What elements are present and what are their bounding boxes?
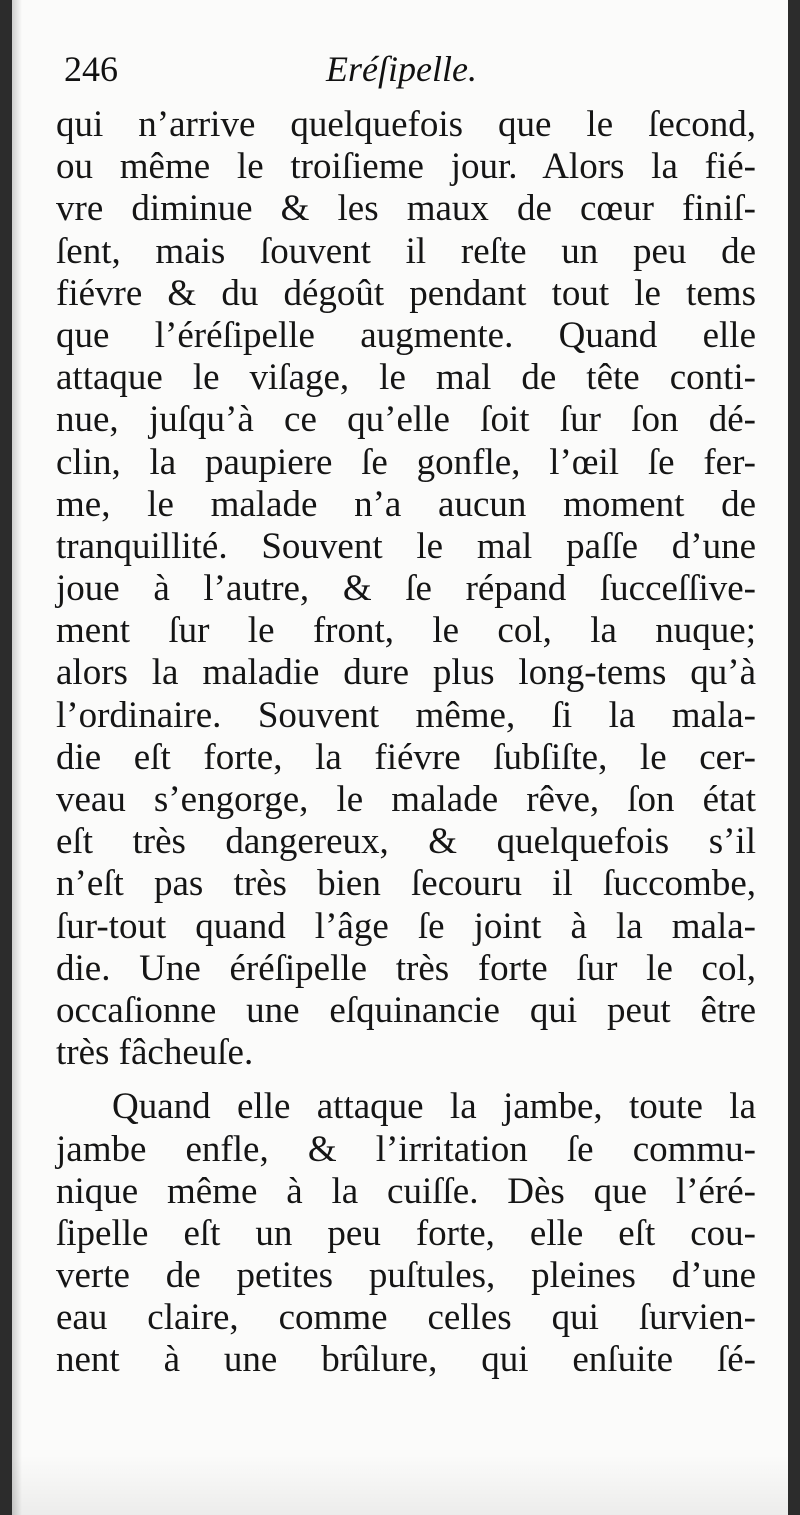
running-head: Eréſipelle.: [326, 49, 477, 89]
text-line: nique même à la cuiſſe. Dès que l’éré-: [56, 1170, 756, 1212]
text-line: verte de petites puſtules, pleines d’une: [56, 1255, 756, 1297]
text-line: clin, la paupiere ſe gonfle, l’œil ſe fer-: [56, 441, 756, 483]
text-line: ſipelle eſt un peu forte, elle eſt cou-: [56, 1212, 756, 1254]
text-line: qui n’arrive quelquefois que le ſecond,: [56, 104, 756, 145]
book-page: [12, 0, 788, 1515]
text-line: vre diminue & les maux de cœur finiſ-: [56, 188, 756, 230]
text-line: ſent, mais ſouvent il reſte un peu de: [56, 230, 756, 272]
body-text: [56, 104, 756, 1382]
page-gutter-shadow: [12, 0, 22, 1515]
text-line: ment ſur le front, le col, la nuque;: [56, 610, 756, 652]
page-header: [64, 48, 752, 98]
text-line: die. Une éréſipelle très forte ſur le col,: [56, 947, 756, 989]
text-line: très fâcheuſe.: [56, 1032, 254, 1074]
text-line: nue, juſqu’à ce qu’elle ſoit ſur ſon dé-: [56, 399, 756, 441]
text-line: occaſionne une eſquinancie qui peut être: [56, 989, 756, 1031]
text-line: ou même le troiſieme jour. Alors la fié-: [56, 146, 756, 188]
text-line: l’ordinaire. Souvent même, ſi la mala-: [56, 694, 756, 736]
text-line: eau claire, comme celles qui ſurvien-: [56, 1297, 756, 1339]
paragraph-gap: [56, 1074, 756, 1086]
text-line: veau s’engorge, le malade rêve, ſon état: [56, 779, 756, 820]
text-line: me, le malade n’a aucun moment de: [56, 483, 756, 525]
page-bottom-edge: [12, 1455, 788, 1515]
text-line: nent à une brûlure, qui enſuite ſé-: [56, 1339, 756, 1381]
text-line: ſur-tout quand l’âge ſe joint à la mala-: [56, 905, 756, 947]
text-line: que l’éréſipelle augmente. Quand elle: [56, 314, 756, 356]
text-line: joue à l’autre, & ſe répand ſucceſſive-: [56, 568, 756, 610]
text-line: jambe enfle, & l’irritation ſe commu-: [56, 1128, 756, 1170]
text-line: n’eſt pas très bien ſecouru il ſuccombe,: [56, 863, 756, 905]
text-line: alors la maladie dure plus long-tems qu’à: [56, 652, 756, 694]
text-line: tranquillité. Souvent le mal paſſe d’une: [56, 525, 756, 567]
text-line: die eſt forte, la fiévre ſubſiſte, le cer-: [56, 736, 756, 778]
text-line: attaque le viſage, le mal de tête conti-: [56, 357, 756, 399]
text-line: eſt très dangereux, & quelquefois s’il: [56, 821, 756, 863]
page-number: 246: [64, 49, 118, 89]
text-line: fiévre & du dégoût pendant tout le tems: [56, 272, 756, 314]
text-line: Quand elle attaque la jambe, toute la: [112, 1086, 756, 1128]
